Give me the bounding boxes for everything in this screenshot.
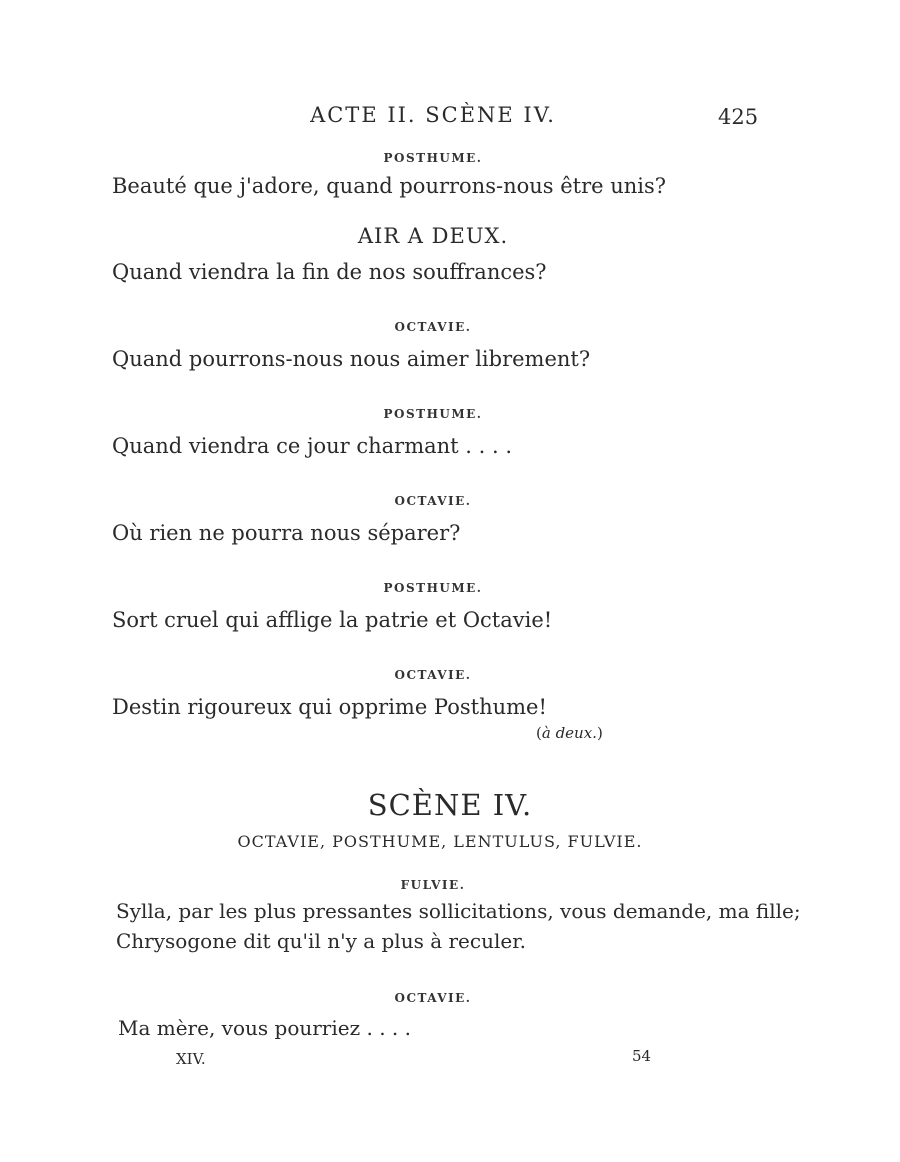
dialogue-line: Beauté que j'adore, quand pourrons-nous être unis?: [112, 174, 667, 198]
dialogue-line: Sylla, par les plus pressantes sollicitations, vous demande, ma fille;: [116, 899, 801, 923]
stage-direction: (à deux.): [536, 724, 603, 742]
air-heading: AIR A DEUX.: [357, 224, 509, 248]
dialogue-line: Quand viendra la fin de nos souffrances?: [112, 260, 547, 284]
dialogue-line: Quand pourrons-nous nous aimer librement?: [112, 347, 591, 371]
dialogue-line: Où rien ne pourra nous séparer?: [112, 521, 461, 545]
signature-mark: XIV.: [176, 1050, 206, 1068]
speaker-label: OCTAVIE.: [394, 320, 472, 334]
dialogue-line: Chrysogone dit qu'il n'y a plus à reculer.: [116, 929, 526, 953]
sheet-number: 54: [632, 1047, 652, 1065]
scene-title: SCÈNE IV.: [367, 788, 533, 822]
page-number: 425: [718, 105, 759, 129]
speaker-label: POSTHUME.: [383, 151, 483, 165]
speaker-label: OCTAVIE.: [394, 494, 472, 508]
speaker-label: OCTAVIE.: [394, 991, 472, 1005]
dialogue-line: Sort cruel qui afflige la patrie et Octavie!: [112, 608, 553, 632]
speaker-label: OCTAVIE.: [394, 668, 472, 682]
scene-characters: OCTAVIE, POSTHUME, LENTULUS, FULVIE.: [237, 832, 643, 851]
speaker-label: POSTHUME.: [383, 581, 483, 595]
dialogue-line: Quand viendra ce jour charmant . . . .: [112, 434, 513, 458]
dialogue-line: Destin rigoureux qui opprime Posthume!: [112, 695, 547, 719]
speaker-label: FULVIE.: [400, 878, 466, 892]
running-title: ACTE II. SCÈNE IV.: [310, 103, 556, 127]
dialogue-line: Ma mère, vous pourriez . . . .: [118, 1016, 411, 1040]
speaker-label: POSTHUME.: [383, 407, 483, 421]
